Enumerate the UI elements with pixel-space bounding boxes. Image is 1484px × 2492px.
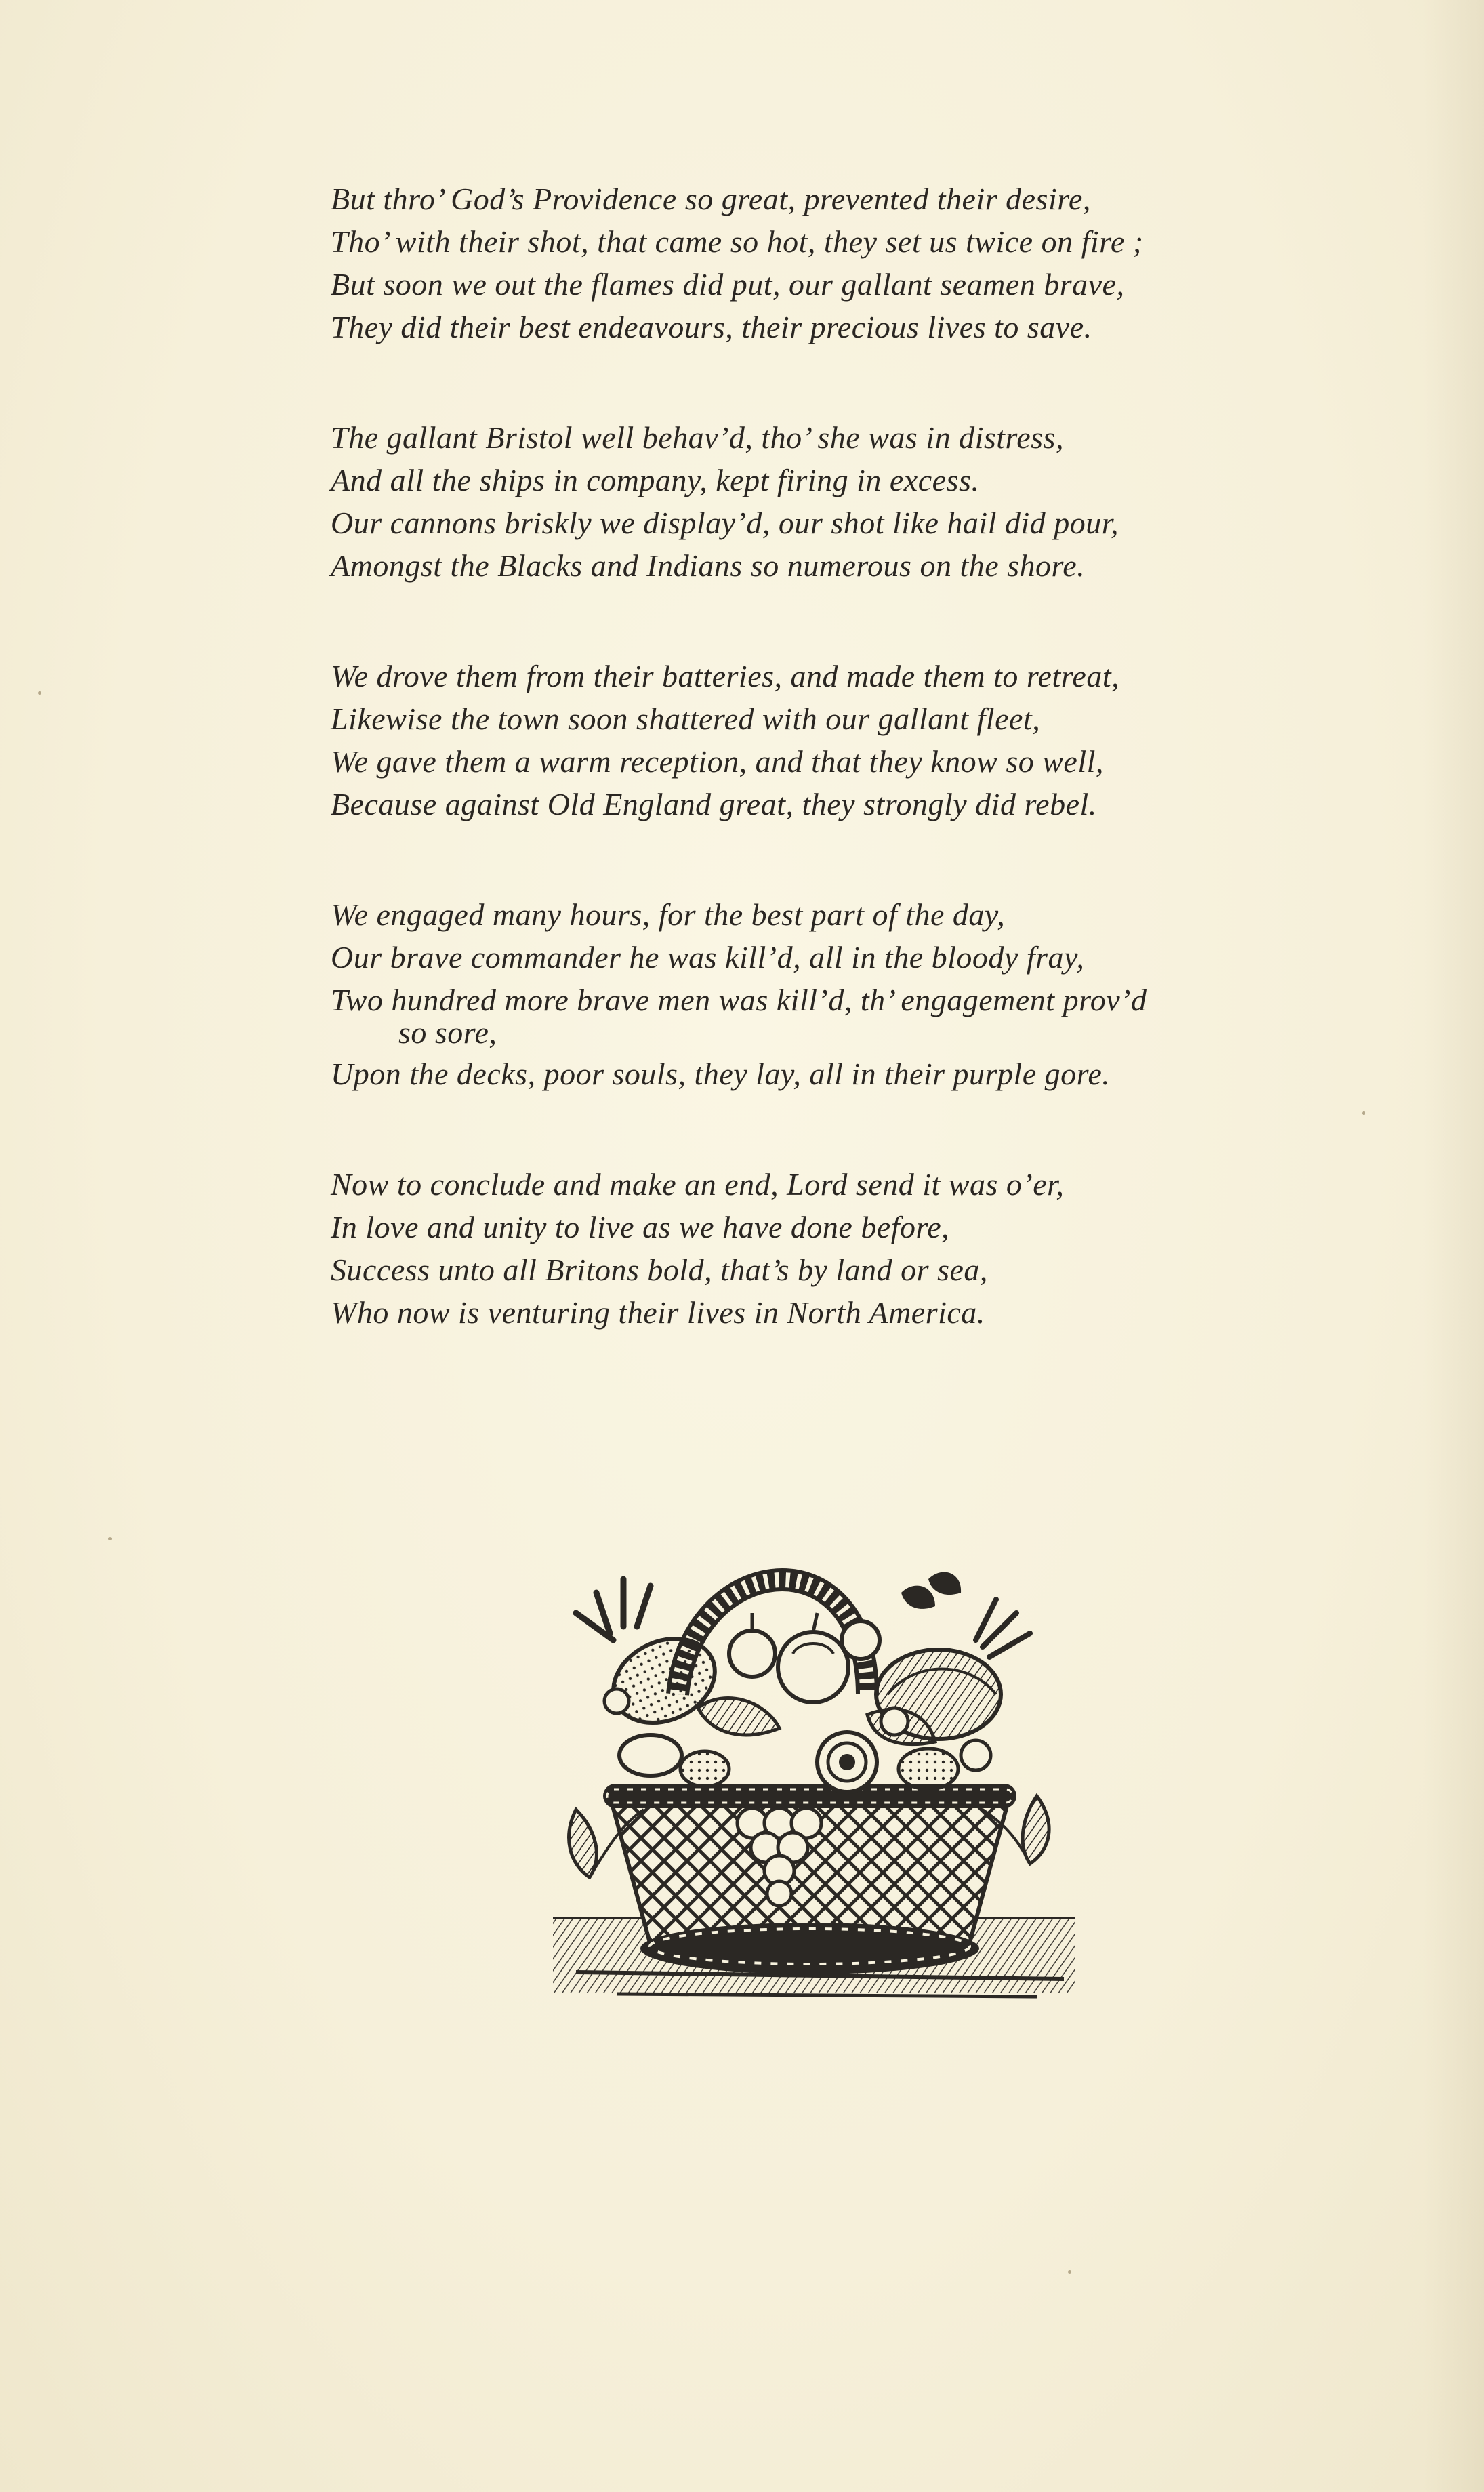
poem-line: Amongst the Blacks and Indians so numerous on the shore. [331, 548, 1086, 583]
stanza-2 [331, 416, 1347, 587]
poem-line: In love and unity to live as we have done before, [331, 1210, 950, 1244]
poem-line: We engaged many hours, for the best part of the day, [331, 897, 1006, 932]
poem-line: Success unto all Britons bold, that’s by land or sea, [331, 1252, 988, 1287]
paper-speck [1362, 1111, 1365, 1115]
stanza-4 [331, 893, 1347, 1095]
poem-line: Two hundred more brave men was kill’d, th’ engagement prov’d [331, 983, 1147, 1017]
poem-text [331, 178, 1347, 1402]
poem-line: Upon the decks, poor souls, they lay, all in their purple gore. [331, 1057, 1111, 1091]
paper-speck [38, 691, 41, 695]
poem-line: Our cannons briskly we display’d, our shot like hail did pour, [331, 506, 1119, 540]
poem-line: But thro’ God’s Providence so great, prevented their desire, [331, 182, 1091, 216]
paper-speck [1068, 2270, 1071, 2274]
poem-line: Who now is venturing their lives in North America. [331, 1295, 985, 1330]
stanza-1 [331, 178, 1347, 348]
poem-line: Likewise the town soon shattered with our gallant fleet, [331, 701, 1041, 736]
poem-line: We drove them from their batteries, and made them to retreat, [331, 659, 1120, 693]
fruit-basket-illustration [549, 1538, 1077, 2026]
poem-line: But soon we out the flames did put, our gallant seamen brave, [331, 267, 1125, 302]
poem-line: Our brave commander he was kill’d, all in the bloody fray, [331, 940, 1085, 975]
poem-line: We gave them a warm reception, and that they know so well, [331, 744, 1104, 779]
poem-line: The gallant Bristol well behav’d, tho’ she was in distress, [331, 420, 1064, 455]
poem-line: Now to conclude and make an end, Lord send it was o’er, [331, 1167, 1065, 1202]
poem-line-continuation: so sore, [398, 1015, 497, 1050]
poem-line: They did their best endeavours, their precious lives to save. [331, 310, 1092, 344]
poem-line: Tho’ with their shot, that came so hot, they set us twice on fire ; [331, 224, 1144, 259]
page-edge-shading [1423, 0, 1484, 2492]
stanza-3 [331, 655, 1347, 825]
rose [817, 1732, 877, 1792]
fruit-basket-woodcut-icon [549, 1538, 1077, 2026]
paper-speck [108, 1537, 112, 1540]
stanza-5 [331, 1163, 1347, 1334]
poem-line: Because against Old England great, they strongly did rebel. [331, 787, 1097, 821]
poem-line: And all the ships in company, kept firing in excess. [331, 463, 980, 497]
